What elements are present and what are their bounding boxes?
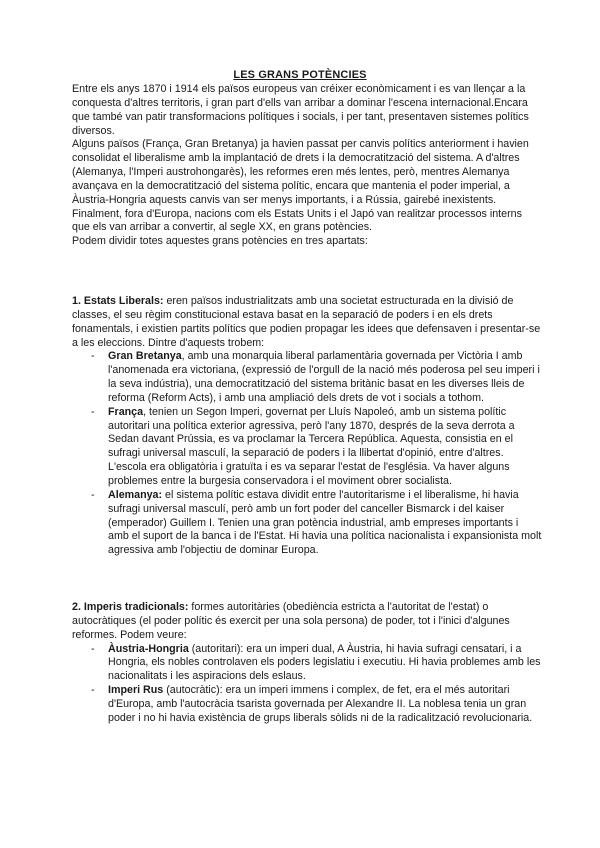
- intro-paragraph: Entre els anys 1870 i 1914 els països europeus van créixer econòmicament i es van llençar a la conquesta d'altres territoris, i gran part d'ells van arribar a dominar l'escena internacional.Encara que també van patir transformacions polítiques i socials, i per tant, presentaven sistemes polítics diversos.: [72, 83, 529, 137]
- section-heading: 2. Imperis tradicionals:: [72, 601, 189, 613]
- intro-block: [72, 83, 542, 249]
- list-item: [91, 684, 542, 726]
- bullet-dash: -: [91, 488, 95, 501]
- item-name: Àustria-Hongria: [108, 642, 189, 655]
- section-list: [72, 350, 542, 558]
- section-intro: [72, 295, 542, 350]
- item-text: (autoritari): era un imperi dual, A Àustria, hi havia sufragi censatari, i a Hongria, els nobles controlaven els poders legislatiu i executiu. Hi havia problemes amb les nacionalitats i les aspiracions dels eslaus.: [108, 642, 541, 683]
- item-text: , amb una monarquia liberal parlamentària governada per Victòria I amb l'anomenada era victoriana, (expressió de l'orgull de la nació més poderosa pel seu imperi i la seva indústria), una democratització del sistema britànic basat en les diverses lleis de reforma (Reform Acts), i amb una ampliació dels drets de vot i socials a tothom.: [108, 350, 540, 404]
- section-heading: 1. Estats Liberals:: [72, 295, 164, 307]
- bullet-dash: -: [91, 642, 95, 655]
- section-traditional-empires: [72, 601, 542, 726]
- list-item: [91, 488, 542, 558]
- section-liberal-states: [72, 295, 542, 558]
- section-list: [72, 643, 542, 726]
- section-text: formes autoritàries (obediència estricta a l'autoritat de l'estat) o autocràtiques (el poder polític és exercit per una sola persona) de poder, tot i l'inici d'algunes reformes. Podem veure:: [72, 601, 510, 641]
- list-item: [91, 350, 542, 405]
- item-text: el sistema polític estava dividit entre l'autoritarisme i el liberalisme, hi havia sufragi universal masculí, però amb un fort poder del canceller Bismarck i del kaiser (emperador) Guillem I. Tenien una gran potència industrial, amb empreses importants i amb el suport de la banca i de l'Estat. Hi havia una política nacionalista i expansionista molt agressiva amb l'objectiu de dominar Europa.: [108, 488, 542, 557]
- list-item: [91, 405, 542, 489]
- list-item: [91, 642, 542, 685]
- item-name: Imperi Rus: [108, 684, 164, 697]
- item-text: (autocràtic): era un imperi immens i complex, de fet, era el més autoritari d'Europa, amb l'autocràcia tsarista governada per Alexandre II. La noblesa tenia un gran poder i no hi havia existència de grups liberals sòlids ni de la radicalització revolucionaria.: [108, 684, 533, 724]
- item-name: França: [108, 405, 144, 418]
- intro-paragraph: Finalment, fora d'Europa, nacions com els Estats Units i el Japó van realitzar processos interns que els van arribar a convertir, al segle XX, en grans potències.: [72, 207, 522, 234]
- item-name: Gran Bretanya: [108, 350, 182, 363]
- intro-paragraph: Alguns països (França, Gran Bretanya) ja havien passat per canvis polítics anteriorment i havien consolidat el liberalisme amb la implantació de drets i la democratització del sistema. A d'altres (Alemanya, l'Imperi austrohongarès), les reformes eren més lentes, però, mentres Alemanya avançava en la democratització del sistema polític, encara que mantenia el poder imperial, a Àustria-Hongria aquests canvis van ser menys importants, i a Rússia, gairebé inexistents.: [72, 138, 529, 206]
- bullet-dash: -: [91, 405, 95, 418]
- item-text: , tenien un Segon Imperi, governat per Lluís Napoleó, amb un sistema polític autoritari una política exterior agressiva, però l'any 1870, després de la seva derrota a Sedan davant Prússia, es va proclamar la Tercera República. Aquesta, consistia en el sufragi universal masculí, la separació de poders i la llibertat d'opinió, entre d'altres. L'escola era obligatòria i gratuïta i es va separar l'estat de l'església. Va haver alguns problemes entre la burgesia conservadora i el moviment obrer socialista.: [108, 405, 515, 487]
- item-name: Alemanya:: [108, 488, 163, 501]
- bullet-dash: -: [91, 350, 95, 363]
- page-title: LES GRANS POTÈNCIES: [233, 69, 367, 81]
- section-text: eren països industrialitzats amb una societat estructurada en la divisió de classes, el seu règim constitucional estava basat en la separació de poders i en els drets fonamentals, i existien partits polítics que podien propagar les idees que defensaven i presentar-se a les eleccions. Dintre d'aquests trobem:: [72, 295, 541, 349]
- intro-paragraph: Podem dividir totes aquestes grans potències en tres apartats:: [72, 235, 368, 248]
- section-intro: [72, 601, 542, 643]
- bullet-dash: -: [91, 684, 95, 697]
